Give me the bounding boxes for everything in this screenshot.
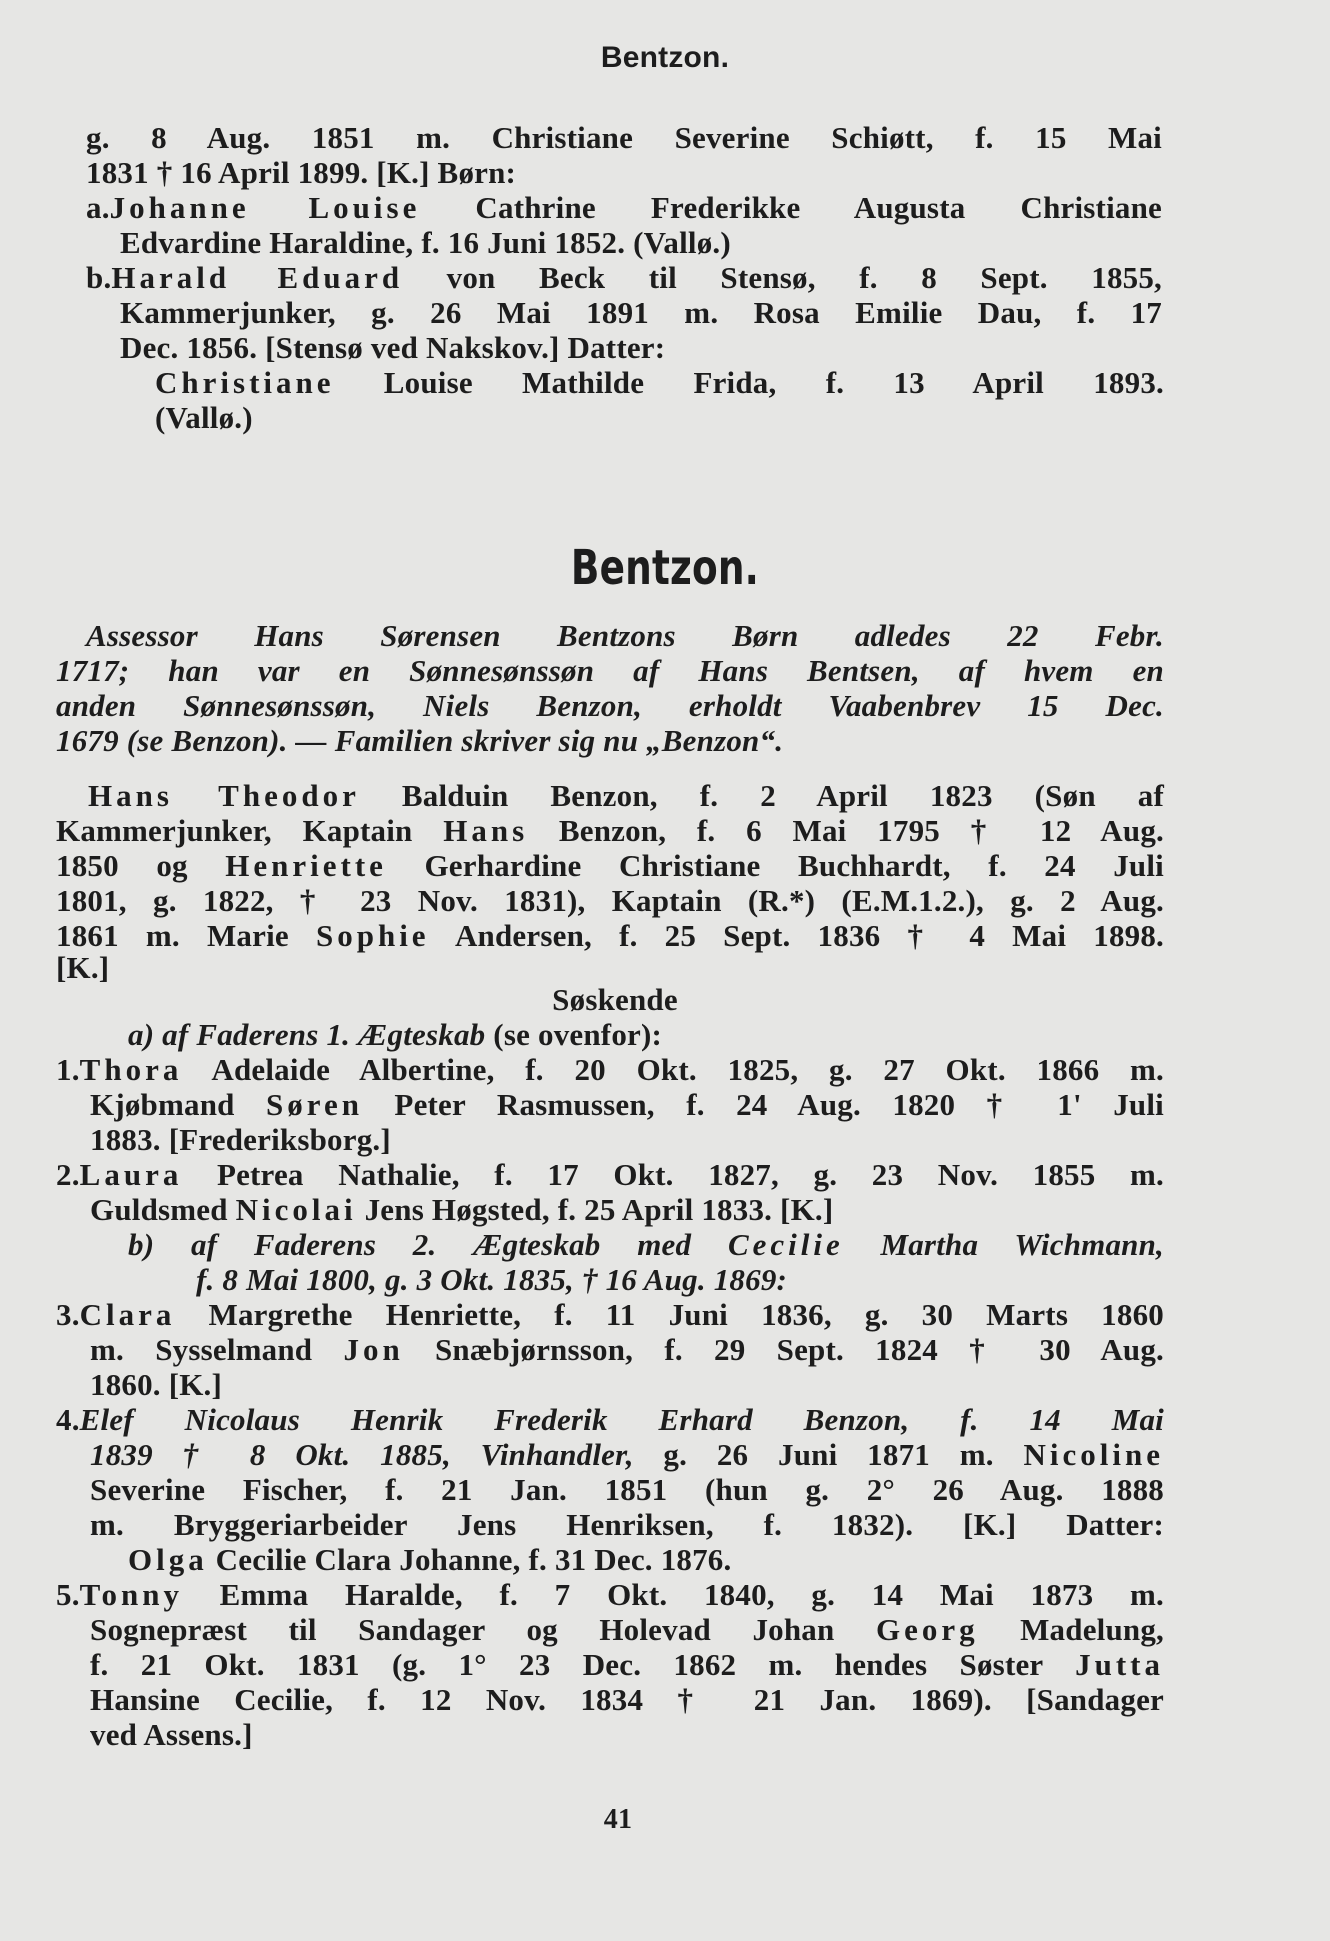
text-run: von Beck til Stensø, f. 8 Sept. 1855, — [403, 260, 1162, 295]
person-name: Thora — [79, 1052, 183, 1087]
subheading-a — [128, 1017, 662, 1053]
person-name: Georg — [875, 1612, 979, 1647]
text-line — [56, 848, 1164, 884]
text-line: Edvardine Haraldine, f. 16 Juni 1852. (Vallø.) — [120, 225, 731, 260]
text-run: 1850 og — [56, 848, 226, 883]
text-run: Peter Rasmussen, f. 24 Aug. 1820 † 1' Juli — [362, 1087, 1164, 1122]
sibling-entry-5 — [56, 1577, 1164, 1613]
intro-line: Assessor Hans Sørensen Bentzons Børn adledes 22 Febr. — [86, 618, 1164, 653]
text-run: Martha Wichmann, — [843, 1227, 1164, 1262]
text-line — [90, 1087, 1164, 1123]
person-name: Hans Theodor — [88, 778, 360, 813]
main-entry — [88, 778, 1164, 814]
text-run: Madelung, — [978, 1612, 1164, 1647]
person-name: Harald Eduard — [111, 260, 404, 295]
intro-line: 1717; han var en Sønnesønssøn af Hans Bentsen, af hvem en — [56, 653, 1164, 688]
text-line — [128, 1542, 731, 1578]
running-title: Bentzon. — [600, 41, 730, 74]
text-line: Severine Fischer, f. 21 Jan. 1851 (hun g. 2° 26 Aug. 1888 — [90, 1472, 1164, 1507]
text-run: Balduin Benzon, f. 2 April 1823 (Søn af — [359, 778, 1165, 813]
list-marker: 3. — [56, 1297, 80, 1332]
section-title: Bentzon. — [570, 540, 760, 596]
list-marker: b. — [86, 260, 112, 295]
sibling-entry-2 — [56, 1157, 1164, 1193]
subheading-b — [128, 1227, 1164, 1263]
intro-line: 1679 (se Benzon). — Familien skriver sig nu „Benzon“. — [56, 723, 784, 758]
page-number: 41 — [603, 1804, 633, 1835]
text-run: Margrethe Henriette, f. 11 Juni 1836, g. 30 Marts 1860 — [175, 1297, 1164, 1332]
text-line: (Vallø.) — [155, 400, 253, 435]
text-run: Gerhardine Christiane Buchhardt, f. 24 Juli — [386, 848, 1164, 883]
text-line: Hansine Cecilie, f. 12 Nov. 1834 † 21 Jan. 1869). [Sandager — [90, 1682, 1164, 1717]
text-line: 1860. [K.] — [90, 1367, 223, 1402]
person-name: Cecilie — [727, 1227, 844, 1262]
text-line — [90, 1192, 833, 1228]
text-run: Elef Nicolaus Henrik Frederik Erhard Benzon, f. 14 Mai — [79, 1402, 1164, 1437]
text-run: Petrea Nathalie, f. 17 Okt. 1827, g. 23 Nov. 1855 m. — [182, 1157, 1164, 1192]
list-marker: 5. — [56, 1577, 80, 1612]
child-entry-a — [86, 190, 1162, 226]
text-run: Jens Høgsted, f. 25 April 1833. [K.] — [356, 1192, 834, 1227]
text-line — [90, 1647, 1164, 1683]
person-name: Tonny — [79, 1577, 183, 1612]
person-name: Nicoline — [1023, 1437, 1164, 1472]
text-run: Andersen, f. 25 Sept. 1836 † 4 Mai 1898. — [429, 918, 1165, 953]
child-entry-b — [86, 260, 1162, 296]
text-run: 1861 m. Marie — [56, 918, 316, 953]
text-line: ved Assens.] — [90, 1717, 253, 1752]
person-name: Christiane — [155, 365, 335, 400]
text-line — [56, 918, 1164, 954]
text-line: f. 8 Mai 1800, g. 3 Okt. 1835, † 16 Aug. 1869: — [196, 1262, 788, 1297]
text-line — [90, 1437, 1164, 1473]
sibling-entry-4 — [56, 1402, 1164, 1438]
sibling-entry-1 — [56, 1052, 1164, 1088]
person-name: Hans — [443, 813, 529, 848]
text-run: Cathrine Frederikke Augusta Christiane — [420, 190, 1162, 225]
text-line: Kammerjunker, g. 26 Mai 1891 m. Rosa Emilie Dau, f. 17 — [120, 295, 1162, 330]
person-name: Laura — [79, 1157, 183, 1192]
text-run: (se ovenfor): — [485, 1017, 663, 1052]
text-run: 1839 † 8 Okt. 1885, Vinhandler, — [90, 1437, 634, 1472]
person-name: Sophie — [315, 918, 430, 953]
intro-line: anden Sønnesønssøn, Niels Benzon, erholdt Vaabenbrev 15 Dec. — [56, 688, 1164, 723]
text-line — [90, 1332, 1164, 1368]
person-name: Johanne Louise — [109, 190, 421, 225]
text-run: Adelaide Albertine, f. 20 Okt. 1825, g. 27 Okt. 1866 m. — [182, 1052, 1164, 1087]
person-name: Nicolai — [235, 1192, 357, 1227]
siblings-heading: Søskende — [552, 982, 678, 1017]
text-run: Kjøbmand — [90, 1087, 267, 1122]
text-run: Kammerjunker, Kaptain — [56, 813, 444, 848]
person-name: Jutta — [1075, 1647, 1164, 1682]
text-run: a) af Faderens 1. Ægteskab — [128, 1017, 486, 1052]
text-run: Emma Haralde, f. 7 Okt. 1840, g. 14 Mai 1873 m. — [182, 1577, 1164, 1612]
person-name: Søren — [266, 1087, 363, 1122]
text-run: Guldsmed — [90, 1192, 236, 1227]
person-name: Clara — [79, 1297, 176, 1332]
text-line — [56, 813, 1164, 849]
text-line: 1883. [Frederiksborg.] — [90, 1122, 391, 1157]
text-line: [K.] — [56, 950, 110, 985]
text-run: Benzon, f. 6 Mai 1795 † 12 Aug. — [528, 813, 1164, 848]
list-marker: a. — [86, 190, 110, 225]
text-line: m. Bryggeriarbeider Jens Henriksen, f. 1832). [K.] Datter: — [90, 1507, 1164, 1542]
list-marker: 4. — [56, 1402, 80, 1437]
text-line — [155, 365, 1164, 401]
person-name: Jon — [343, 1332, 404, 1367]
text-line: Dec. 1856. [Stensø ved Nakskov.] Datter: — [120, 330, 666, 365]
text-line: 1831 † 16 April 1899. [K.] Børn: — [86, 155, 517, 190]
person-name: Henriette — [225, 848, 387, 883]
text-run: Snæbjørnsson, f. 29 Sept. 1824 † 30 Aug. — [403, 1332, 1164, 1367]
sibling-entry-3 — [56, 1297, 1164, 1333]
person-name: Olga — [128, 1542, 208, 1577]
text-run: Louise Mathilde Frida, f. 13 April 1893. — [334, 365, 1164, 400]
text-line: g. 8 Aug. 1851 m. Christiane Severine Schiøtt, f. 15 Mai — [86, 120, 1162, 155]
text-run: Cecilie Clara Johanne, f. 31 Dec. 1876. — [207, 1542, 732, 1577]
text-run: m. Sysselmand — [90, 1332, 344, 1367]
text-line: 1801, g. 1822, † 23 Nov. 1831), Kaptain (R.*) (E.M.1.2.), g. 2 Aug. — [56, 883, 1164, 918]
text-run: g. 26 Juni 1871 m. — [633, 1437, 1024, 1472]
list-marker: 1. — [56, 1052, 80, 1087]
text-run: b) af Faderens 2. Ægteskab med — [128, 1227, 728, 1262]
list-marker: 2. — [56, 1157, 80, 1192]
text-run: Sognepræst til Sandager og Holevad Johan — [90, 1612, 876, 1647]
text-line — [90, 1612, 1164, 1648]
text-run: f. 21 Okt. 1831 (g. 1° 23 Dec. 1862 m. hendes Søster — [90, 1647, 1076, 1682]
